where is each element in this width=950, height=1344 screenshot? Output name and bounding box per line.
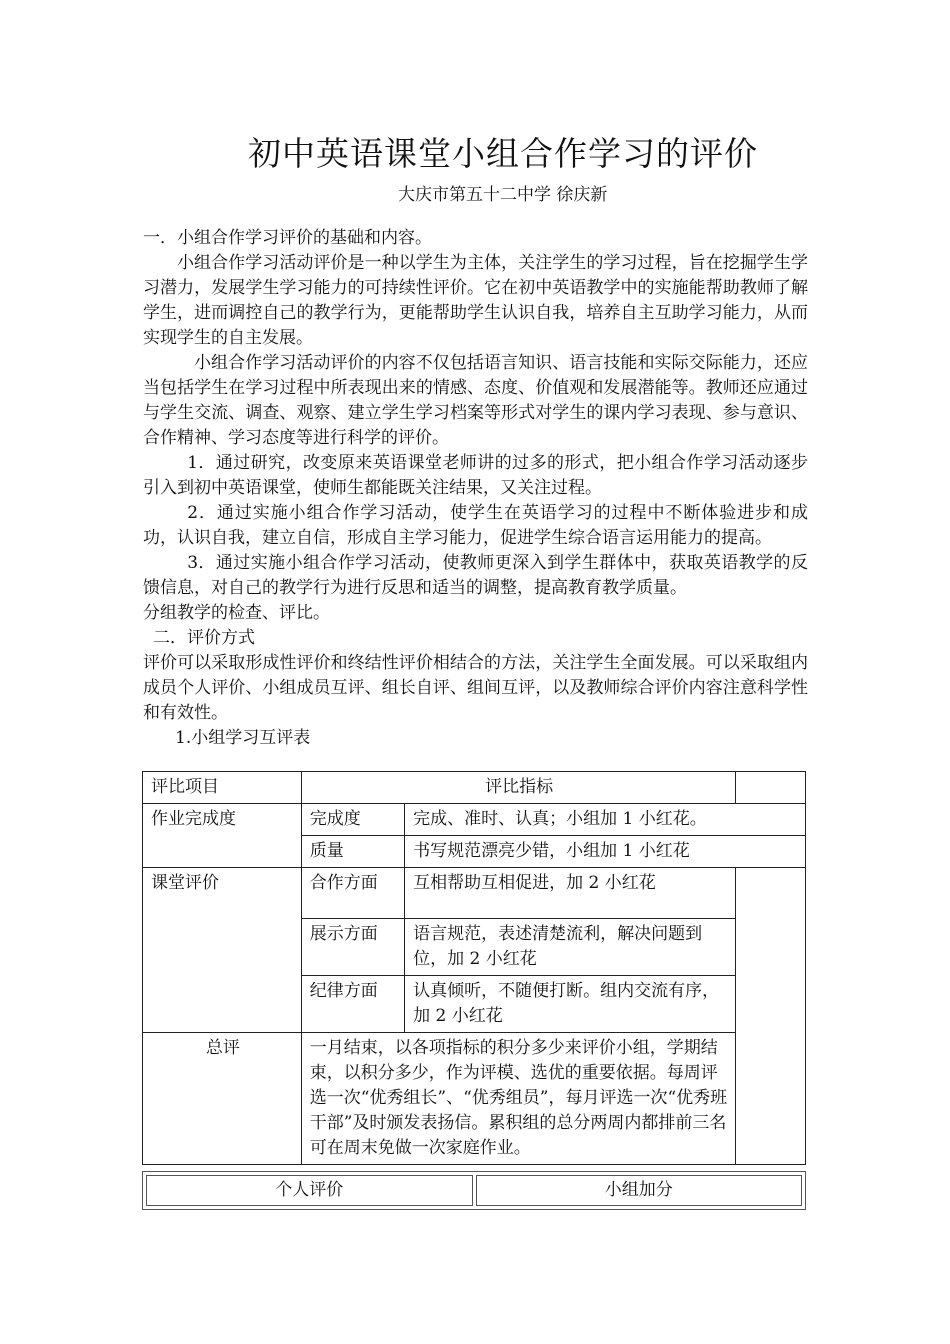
section1-heading: 一．小组合作学习评价的基础和内容。 — [143, 228, 432, 248]
header-item-cell: 评比项目 — [143, 772, 302, 804]
classroom-aspect-cell: 展示方面 — [301, 919, 404, 976]
header-blank-cell — [735, 772, 805, 804]
table-caption: 1.小组学习互评表 — [175, 728, 311, 748]
classroom-aspect-cell: 合作方面 — [301, 868, 404, 919]
summary-label-cell: 总评 — [143, 1033, 302, 1165]
section1-item-3: 3．通过实施小组合作学习活动，使教师更深入到学生群体中，获取英语教学的反馈信息，对自己的教学行为进行反思和适当的调整，提高教育教学质量。 — [143, 553, 808, 598]
section2-paragraph: 评价可以采取形成性评价和终结性评价相结合的方法，关注学生全面发展。可以采取组内成员个人评价、小组成员互评、组长自评、组间互评，以及教师综合评价内容注意科学性和有效性。 — [143, 653, 808, 723]
peer-evaluation-table — [142, 771, 806, 1165]
table-header-row — [143, 772, 806, 804]
section1-item-2: 2．通过实施小组合作学习活动，使学生在英语学习的过程中不断体验进步和成功，认识自我，建立自信，形成自主学习能力，促进学生综合语言运用能力的提高。 — [143, 503, 808, 548]
homework-criteria-cell: 书写规范漂亮少错，小组加 1 小红花 — [405, 836, 806, 868]
group-bonus-cell: 小组加分 — [476, 1175, 803, 1206]
section1-paragraph-2: 小组合作学习活动评价的内容不仅包括语言知识、语言技能和实际交际能力，还应当包括学生在学习过程中所表现出来的情感、态度、价值观和发展潜能等。教师还应通过与学生交流、调查、观察、建立学生学习档案等形式对学生的课内学习表现、参与意识、合作精神、学习态度等进行科学的评价。 — [143, 353, 808, 448]
author-line: 大庆市第五十二中学 徐庆新 — [398, 185, 608, 205]
classroom-blank-cell — [735, 868, 805, 1165]
classroom-label-cell: 课堂评价 — [143, 868, 302, 1033]
section1-item-1: 1．通过研究，改变原来英语课堂老师讲的过多的形式，把小组合作学习活动逐步引入到初中英语课堂，使师生都能既关注结果，又关注过程。 — [143, 453, 808, 498]
homework-label-cell: 作业完成度 — [143, 804, 302, 868]
classroom-criteria-cell: 认真倾听，不随便打断。组内交流有序，加 2 小红花 — [405, 976, 735, 1033]
section2-heading: 二．评价方式 — [153, 628, 255, 648]
table-row — [143, 1033, 806, 1165]
summary-text-cell: 一月结束，以各项指标的积分多少来评价小组，学期结束，以积分多少，作为评模、选优的重要依据。每周评选一次“优秀组长”、“优秀组员”，每月评选一次“优秀班干部”及时颁发表扬信。累积组的总分两周内都排前三名可在周末免做一次家庭作业。 — [301, 1033, 735, 1165]
classroom-aspect-cell: 纪律方面 — [301, 976, 404, 1033]
document-title: 初中英语课堂小组合作学习的评价 — [248, 134, 758, 173]
table-row — [146, 1175, 802, 1206]
section1-closing: 分组教学的检查、评比。 — [143, 603, 330, 623]
header-index-cell: 评比指标 — [301, 772, 735, 804]
homework-aspect-cell: 完成度 — [301, 804, 404, 836]
score-table — [142, 1171, 806, 1210]
table-row — [143, 804, 806, 836]
section1-paragraph-1: 小组合作学习活动评价是一种以学生为主体，关注学生的学习过程，旨在挖掘学生学习潜力，发展学生学习能力的可持续性评价。它在初中英语教学中的实施能帮助教师了解学生，进而调控自己的教学行为，更能帮助学生认识自我，培养自主互助学习能力，从而实现学生的自主发展。 — [143, 253, 808, 348]
homework-criteria-cell: 完成、准时、认真；小组加 1 小红花。 — [405, 804, 806, 836]
classroom-criteria-cell: 语言规范，表述清楚流利，解决问题到位，加 2 小红花 — [405, 919, 735, 976]
personal-evaluation-cell: 个人评价 — [146, 1175, 473, 1206]
table-row — [143, 868, 806, 919]
document-body — [143, 220, 808, 751]
classroom-criteria-cell: 互相帮助互相促进，加 2 小红花 — [405, 868, 735, 919]
homework-aspect-cell: 质量 — [301, 836, 404, 868]
